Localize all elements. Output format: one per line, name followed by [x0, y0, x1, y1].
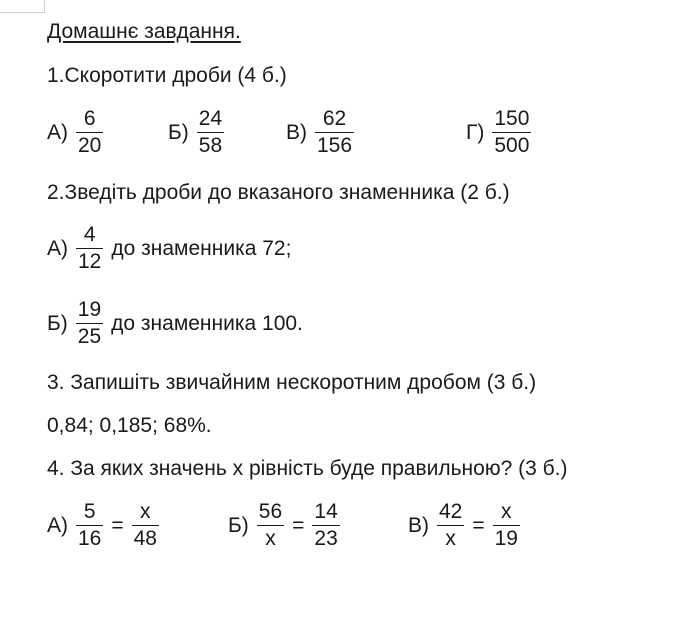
left-fraction	[76, 499, 103, 552]
numerator: 56	[258, 500, 283, 523]
task1-item-b	[168, 106, 224, 159]
fraction	[76, 297, 103, 350]
numerator: 19	[77, 298, 102, 321]
task3-values: 0,84; 0,185; 68%.	[47, 414, 212, 437]
equals-sign: =	[111, 513, 124, 537]
equals-sign: =	[292, 513, 305, 537]
fraction	[76, 106, 103, 159]
denominator: x	[265, 527, 276, 550]
item-label: А)	[47, 513, 68, 537]
task1-item-a	[47, 106, 103, 159]
item-label: В)	[286, 120, 307, 144]
task2-item-a	[47, 222, 291, 275]
denominator: 23	[314, 527, 338, 550]
task1-item-c	[286, 106, 354, 159]
denominator: 20	[78, 134, 102, 157]
left-fraction	[437, 499, 464, 552]
denominator: 12	[78, 250, 102, 273]
item-label: В)	[408, 513, 429, 537]
page-corner-frame	[0, 0, 45, 13]
item-label: А)	[47, 120, 68, 144]
right-fraction	[132, 499, 159, 552]
equals-sign: =	[472, 513, 485, 537]
denominator: 19	[494, 527, 518, 550]
task4-heading: 4. За яких значень x рівність буде правильною? (3 б.)	[47, 457, 568, 480]
numerator: 62	[322, 107, 347, 130]
task3-heading: 3. Запишіть звичайним нескоротним дробом (3 б.)	[47, 371, 537, 394]
fraction	[197, 106, 224, 159]
numerator: x	[140, 500, 151, 523]
numerator: 4	[83, 223, 96, 246]
left-fraction	[257, 499, 284, 552]
item-label: Б)	[47, 311, 68, 335]
denominator: 156	[317, 134, 353, 157]
denominator: 25	[77, 325, 102, 348]
task1-heading: 1.Скоротити дроби (4 б.)	[47, 64, 287, 87]
item-label: Б)	[228, 513, 249, 537]
denominator: x	[445, 527, 456, 550]
numerator: 42	[439, 500, 463, 523]
task4-item-a	[47, 499, 159, 552]
denominator: 48	[133, 527, 157, 550]
right-fraction	[312, 499, 339, 552]
numerator: 24	[198, 107, 223, 130]
denominator: 500	[494, 134, 530, 157]
task4-item-c	[408, 499, 520, 552]
fraction	[492, 106, 531, 159]
target-denominator-text: до знаменника 72;	[111, 236, 292, 260]
item-label: Г)	[466, 120, 485, 144]
numerator: x	[501, 500, 512, 523]
task4-item-b	[228, 499, 340, 552]
task2-item-b	[47, 297, 303, 350]
right-fraction	[493, 499, 520, 552]
denominator: 16	[78, 527, 102, 550]
fraction	[76, 222, 103, 275]
task2-heading: 2.Зведіть дроби до вказаного знаменника (2 б.)	[47, 181, 510, 204]
fraction	[315, 106, 354, 159]
item-label: А)	[47, 236, 68, 260]
target-denominator-text: до знаменника 100.	[111, 311, 303, 335]
task1-item-d	[466, 106, 531, 159]
item-label: Б)	[168, 120, 189, 144]
numerator: 14	[314, 500, 338, 523]
numerator: 5	[83, 500, 96, 523]
numerator: 6	[83, 107, 96, 130]
numerator: 150	[494, 107, 530, 130]
denominator: 58	[198, 134, 223, 157]
page-title: Домашнє завдання.	[47, 20, 241, 43]
